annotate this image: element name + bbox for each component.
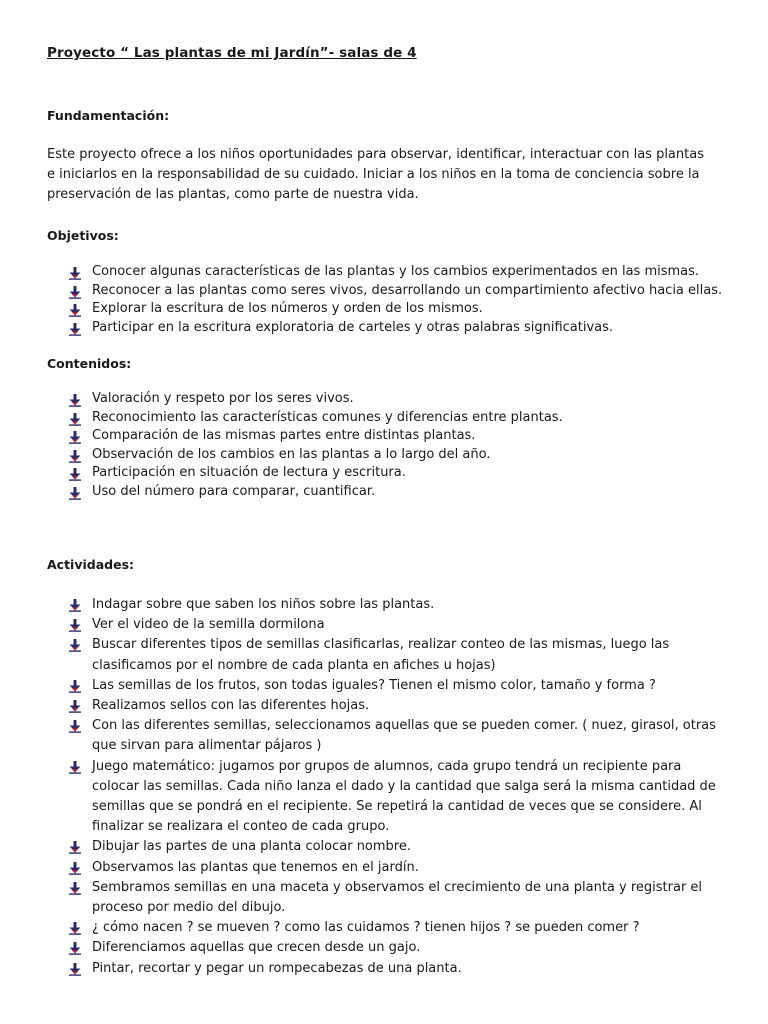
list-item-text: Con las diferentes semillas, seleccionamos aquellas que se pueden comer. ( nuez, girasol, otras que sirvan para alimentar pájaros ) xyxy=(92,718,716,754)
list-item xyxy=(68,464,728,483)
list-item-text: Observación de los cambios en las plantas a lo largo del año. xyxy=(92,446,491,462)
document-title: Proyecto “ Las plantas de mi Jardín”- salas de 4 xyxy=(47,45,417,61)
down-arrow-bullet-icon xyxy=(68,467,82,481)
down-arrow-bullet-icon xyxy=(68,962,82,976)
list-item xyxy=(68,409,728,428)
down-arrow-bullet-icon xyxy=(68,840,82,854)
list-item-text: ¿ cómo nacen ? se mueven ? como las cuidamos ? tienen hijos ? se pueden comer ? xyxy=(92,920,640,936)
down-arrow-bullet-icon xyxy=(68,393,82,407)
list-item-text: Comparación de las mismas partes entre distintas plantas. xyxy=(92,428,476,444)
down-arrow-bullet-icon xyxy=(68,618,82,632)
down-arrow-bullet-icon xyxy=(68,430,82,444)
down-arrow-bullet-icon xyxy=(68,760,82,774)
list-item-text: Uso del número para comparar, cuantificar. xyxy=(92,483,376,499)
list-item-text: Dibujar las partes de una planta colocar nombre. xyxy=(92,839,411,855)
down-arrow-bullet-icon xyxy=(68,486,82,500)
list-item xyxy=(68,300,728,319)
down-arrow-bullet-icon xyxy=(68,941,82,955)
list-item xyxy=(68,716,728,756)
list-item-text: Reconocer a las plantas como seres vivos, desarrollando un compartimiento afectivo hacia ellas. xyxy=(92,282,723,298)
list-item xyxy=(68,676,728,696)
list-item xyxy=(68,635,728,675)
list-item-text: Buscar diferentes tipos de semillas clasificarlas, realizar conteo de las mismas, luego las clasificamos por el nombre de cada planta en afiches u hojas) xyxy=(92,637,670,673)
actividades-list xyxy=(68,595,728,979)
down-arrow-bullet-icon xyxy=(68,412,82,426)
down-arrow-bullet-icon xyxy=(68,861,82,875)
list-item-text: Valoración y respeto por los seres vivos. xyxy=(92,391,354,406)
list-item xyxy=(68,595,728,615)
list-item-text: Participación en situación de lectura y escritura. xyxy=(92,465,406,481)
list-item-text: Juego matemático: jugamos por grupos de alumnos, cada grupo tendrá un recipiente para colocar las semillas. Cada niño lanza el dado y la cantidad que salga será la misma cantidad de semillas que se pondrá en el recipiente. Se repetirá la cantidad de veces que se considere. Al finalizar se realizara el conteo de cada grupo. xyxy=(92,758,716,835)
actividades-heading: Actividades: xyxy=(47,557,135,572)
list-item-text: Conocer algunas características de las plantas y los cambios experimentados en las mismas. xyxy=(92,264,700,279)
fundamentacion-heading: Fundamentación: xyxy=(47,108,170,123)
list-item xyxy=(68,858,728,878)
list-item-text: Diferenciamos aquellas que crecen desde un gajo. xyxy=(92,940,421,956)
down-arrow-bullet-icon xyxy=(68,699,82,713)
paragraph-line: Este proyecto ofrece a los niños oportunidades para observar, identificar, interactuar con las plantas xyxy=(47,147,704,162)
list-item xyxy=(68,878,728,918)
down-arrow-bullet-icon xyxy=(68,449,82,463)
list-item xyxy=(68,282,728,301)
list-item-text: Explorar la escritura de los números y orden de los mismos. xyxy=(92,301,483,317)
down-arrow-bullet-icon xyxy=(68,266,82,280)
objetivos-list xyxy=(68,263,728,337)
paragraph-line: e iniciarlos en la responsabilidad de su cuidado. Iniciar a los niños en la toma de conciencia sobre la xyxy=(47,167,700,182)
list-item xyxy=(68,938,728,958)
paragraph-line: preservación de las plantas, como parte de nuestra vida. xyxy=(47,187,419,202)
down-arrow-bullet-icon xyxy=(68,679,82,693)
down-arrow-bullet-icon xyxy=(68,285,82,299)
list-item-text: Realizamos sellos con las diferentes hojas. xyxy=(92,698,370,714)
list-item xyxy=(68,837,728,857)
down-arrow-bullet-icon xyxy=(68,638,82,652)
list-item-text: Sembramos semillas en una maceta y observamos el crecimiento de una planta y registrar el proceso por medio del dibujo. xyxy=(92,879,703,916)
down-arrow-bullet-icon xyxy=(68,322,82,336)
list-item xyxy=(68,427,728,446)
list-item xyxy=(68,757,728,838)
down-arrow-bullet-icon xyxy=(68,303,82,317)
list-item xyxy=(68,918,728,938)
list-item-text: Ver el video de la semilla dormilona xyxy=(92,617,325,633)
list-item xyxy=(68,319,728,338)
fundamentacion-paragraph xyxy=(47,145,737,205)
list-item-text: Pintar, recortar y pegar un rompecabezas de una planta. xyxy=(92,960,462,976)
list-item xyxy=(68,696,728,716)
list-item xyxy=(68,959,728,979)
objetivos-heading: Objetivos: xyxy=(47,228,119,243)
list-item xyxy=(68,390,728,409)
down-arrow-bullet-icon xyxy=(68,598,82,612)
down-arrow-bullet-icon xyxy=(68,881,82,895)
contenidos-heading: Contenidos: xyxy=(47,356,132,371)
down-arrow-bullet-icon xyxy=(68,921,82,935)
list-item xyxy=(68,615,728,635)
list-item-text: Participar en la escritura exploratoria de carteles y otras palabras significativas. xyxy=(92,319,614,335)
list-item-text: Reconocimiento las características comunes y diferencias entre plantas. xyxy=(92,409,563,425)
list-item-text: Observamos las plantas que tenemos en el jardín. xyxy=(92,859,419,875)
contenidos-list xyxy=(68,390,728,502)
list-item xyxy=(68,263,728,282)
list-item xyxy=(68,483,728,502)
list-item xyxy=(68,446,728,465)
list-item-text: Las semillas de los frutos, son todas iguales? Tienen el mismo color, tamaño y forma ? xyxy=(92,677,656,693)
down-arrow-bullet-icon xyxy=(68,719,82,733)
list-item-text: Indagar sobre que saben los niños sobre las plantas. xyxy=(92,597,435,612)
